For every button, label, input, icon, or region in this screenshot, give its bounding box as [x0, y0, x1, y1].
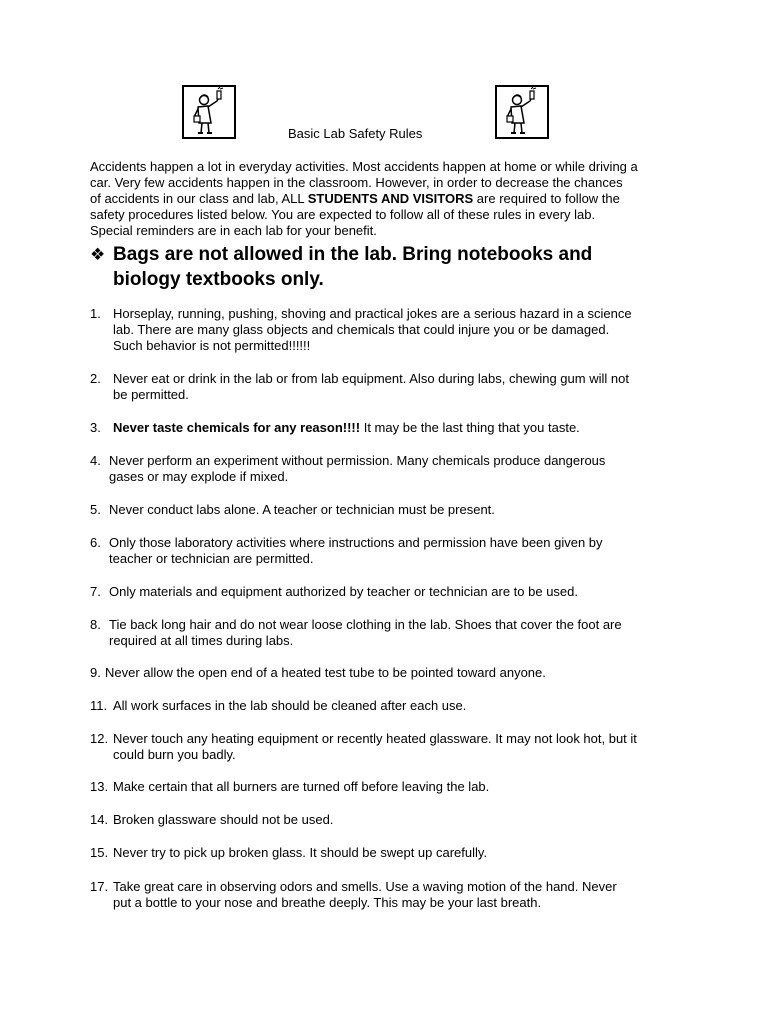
scientist-icon	[495, 85, 549, 139]
rule-number: 6.	[90, 535, 101, 550]
scientist-icon	[182, 85, 236, 139]
rule-text: Horseplay, running, pushing, shoving and practical jokes are a serious hazard in a science	[113, 306, 632, 321]
rule-number: 2.	[90, 371, 101, 386]
rule-text: gases or may explode if mixed.	[109, 469, 289, 484]
rule-item	[90, 584, 690, 600]
rule-item	[90, 502, 690, 518]
rule-text: Never conduct labs alone. A teacher or technician must be present.	[109, 502, 495, 517]
rule-text: Never eat or drink in the lab or from lab equipment. Also during labs, chewing gum will not	[113, 371, 629, 386]
rule-number: 15.	[90, 845, 109, 860]
rule-text: teacher or technician are permitted.	[109, 551, 314, 566]
intro-line: Accidents happen a lot in everyday activities. Most accidents happen at home or while driving a	[90, 159, 638, 174]
rule-text: could burn you badly.	[113, 747, 236, 762]
rule-number: 9.	[90, 665, 101, 680]
rule-text: Only those laboratory activities where instructions and permission have been given by	[109, 535, 603, 550]
rule-number: 1.	[90, 306, 101, 321]
callout-line: Bags are not allowed in the lab. Bring notebooks and	[113, 244, 593, 265]
callout-line: biology textbooks only.	[113, 269, 324, 290]
rule-item	[90, 698, 690, 714]
rule-text: Tie back long hair and do not wear loose clothing in the lab. Shoes that cover the foot are	[109, 617, 622, 632]
rule-text: Never allow the open end of a heated test tube to be pointed toward anyone.	[105, 665, 546, 680]
rule-number: 12.	[90, 731, 109, 746]
rule-text: Never touch any heating equipment or recently heated glassware. It may not look hot, but it	[113, 731, 637, 746]
intro-text: are required to follow the	[473, 191, 620, 206]
diamond-bullet-icon: ❖	[90, 245, 106, 264]
rule-number: 3.	[90, 420, 101, 435]
rule-item	[90, 306, 690, 354]
rule-text: lab. There are many glass objects and chemicals that could injure you or be damaged.	[113, 322, 610, 337]
rule-text: required at all times during labs.	[109, 633, 294, 648]
intro-line: car. Very few accidents happen in the classroom. However, in order to decrease the chances	[90, 175, 623, 190]
rule-item	[90, 779, 690, 795]
rule-text: Never perform an experiment without permission. Many chemicals produce dangerous	[109, 453, 606, 468]
rule-item	[90, 535, 690, 567]
rule-text: Such behavior is not permitted!!!!!!	[113, 338, 311, 353]
rule-text: Take great care in observing odors and smells. Use a waving motion of the hand. Never	[113, 879, 617, 894]
intro-line: safety procedures listed below. You are expected to follow all of these rules in every lab.	[90, 207, 596, 222]
rule-number: 17.	[90, 879, 109, 894]
intro-paragraph	[90, 159, 690, 239]
rule-text: be permitted.	[113, 387, 189, 402]
rule-item	[90, 371, 690, 403]
rule-number: 8.	[90, 617, 101, 632]
rule-item	[90, 453, 690, 485]
rule-item	[90, 665, 690, 681]
rule-item	[90, 879, 690, 911]
rule-emphasis: Never taste chemicals for any reason!!!!	[113, 420, 361, 435]
rule-item	[90, 731, 690, 763]
intro-text: of accidents in our class and lab, ALL	[90, 191, 308, 206]
rule-item	[90, 845, 690, 861]
rule-text: Never try to pick up broken glass. It should be swept up carefully.	[113, 845, 488, 860]
rule-number: 4.	[90, 453, 101, 468]
rule-number: 11.	[90, 698, 108, 713]
bags-callout	[90, 242, 650, 292]
rule-text: Broken glassware should not be used.	[113, 812, 334, 827]
rule-text: All work surfaces in the lab should be cleaned after each use.	[113, 698, 467, 713]
rule-text: Make certain that all burners are turned off before leaving the lab.	[113, 779, 490, 794]
rule-item	[90, 617, 690, 649]
rule-number: 13.	[90, 779, 109, 794]
rule-number: 7.	[90, 584, 101, 599]
intro-line: Special reminders are in each lab for your benefit.	[90, 223, 377, 238]
rule-item	[90, 812, 690, 828]
intro-line	[90, 191, 690, 207]
rule-text: It may be the last thing that you taste.	[360, 420, 580, 435]
rule-number: 14.	[90, 812, 109, 827]
rule-item	[90, 420, 690, 436]
page-title: Basic Lab Safety Rules	[288, 126, 423, 141]
rule-text: Only materials and equipment authorized by teacher or technician are to be used.	[109, 584, 578, 599]
rule-text: put a bottle to your nose and breathe deeply. This may be your last breath.	[113, 895, 542, 910]
rule-number: 5.	[90, 502, 101, 517]
intro-emphasis: STUDENTS AND VISITORS	[307, 191, 474, 206]
